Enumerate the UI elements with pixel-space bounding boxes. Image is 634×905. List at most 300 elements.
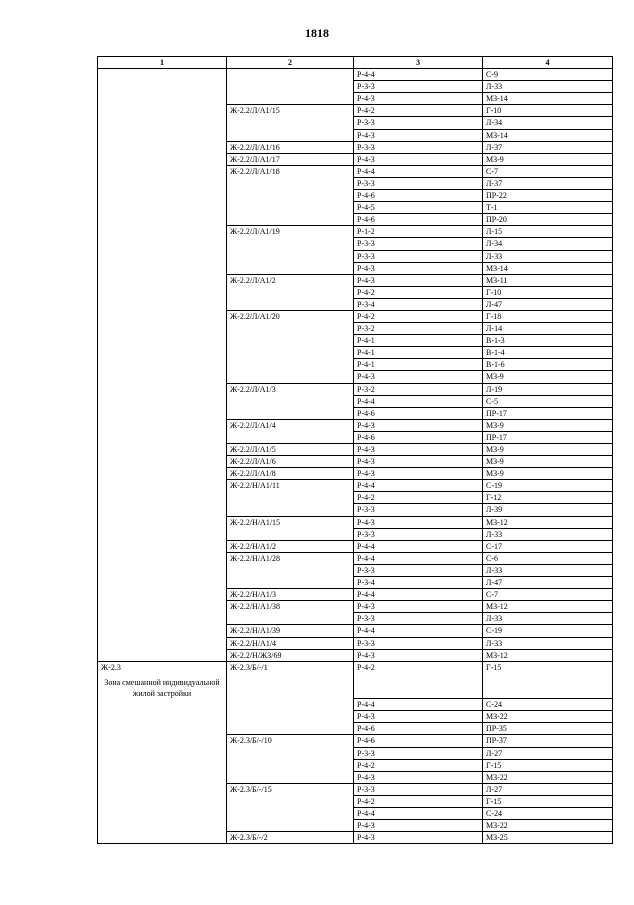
regulation-cell: Р-4-4 [354,165,483,177]
subzone-code-cell [227,723,354,735]
object-code-cell: МЗ-9 [483,419,613,431]
object-code-cell: МЗ-14 [483,129,613,141]
table-row [98,649,613,661]
regulation-cell: Р-4-3 [354,516,483,528]
subzone-code-cell [227,504,354,516]
object-code-cell: Л-27 [483,783,613,795]
table-row [98,832,613,844]
object-code-cell: МЗ-25 [483,832,613,844]
zone-cell [98,808,227,820]
table-row [98,371,613,383]
zone-cell [98,637,227,649]
table-row [98,250,613,262]
zone-cell [98,323,227,335]
subzone-code-cell: Ж-2.2/Н/А1/3 [227,589,354,601]
zone-cell [98,820,227,832]
object-code-cell: Г-12 [483,492,613,504]
subzone-code-cell: Ж-2.2/Л/А1/3 [227,383,354,395]
table-row [98,540,613,552]
regulation-cell: Р-3-3 [354,117,483,129]
table-row [98,298,613,310]
regulation-cell: Р-4-4 [354,589,483,601]
column-header: 1 [98,57,227,69]
subzone-code-cell: Ж-2.2/Л/А1/5 [227,444,354,456]
zone-cell [98,601,227,613]
table-row [98,202,613,214]
table-row [98,723,613,735]
regulation-cell: Р-4-3 [354,153,483,165]
subzone-code-cell: Ж-2.2/Л/А1/20 [227,310,354,322]
zone-cell [98,747,227,759]
table-row [98,771,613,783]
object-code-cell: МЗ-22 [483,711,613,723]
table-row [98,808,613,820]
zone-cell [98,81,227,93]
regulation-cell: Р-4-3 [354,93,483,105]
object-code-cell: С-5 [483,395,613,407]
table-row [98,589,613,601]
table-row [98,747,613,759]
object-code-cell: С-7 [483,165,613,177]
column-header: 4 [483,57,613,69]
regulation-cell: Р-4-6 [354,214,483,226]
object-code-cell: С-17 [483,540,613,552]
zone-description: Зона смешанной индивидуальной жилой застройки [104,677,220,698]
subzone-code-cell: Ж-2.2/Л/А1/6 [227,456,354,468]
table-row [98,310,613,322]
zone-cell [98,649,227,661]
table-row [98,323,613,335]
regulation-cell: Р-4-3 [354,274,483,286]
object-code-cell: ПР-20 [483,214,613,226]
table-row [98,456,613,468]
subzone-code-cell [227,323,354,335]
subzone-code-cell [227,395,354,407]
subzone-code-cell: Ж-2.2/Н/А1/11 [227,480,354,492]
regulation-cell: Р-3-3 [354,783,483,795]
subzone-code-cell [227,371,354,383]
table-row [98,214,613,226]
zone-cell [98,177,227,189]
subzone-code-cell [227,820,354,832]
zone-cell [98,723,227,735]
zone-cell [98,262,227,274]
regulation-cell: Р-4-3 [354,371,483,383]
table-row [98,141,613,153]
zone-cell [98,699,227,711]
regulation-cell: Р-4-6 [354,407,483,419]
table-row [98,262,613,274]
subzone-code-cell [227,93,354,105]
zone-cell [98,347,227,359]
zone-cell [98,335,227,347]
zone-cell [98,735,227,747]
object-code-cell: Л-19 [483,383,613,395]
zone-code: Ж-2.3 [101,662,121,672]
object-code-cell: С-6 [483,552,613,564]
subzone-code-cell [227,129,354,141]
regulation-cell: Р-3-3 [354,177,483,189]
regulation-cell: Р-4-4 [354,395,483,407]
subzone-code-cell [227,431,354,443]
object-code-cell: Л-34 [483,117,613,129]
object-code-cell: С-9 [483,69,613,81]
zone-cell [98,238,227,250]
regulation-cell: Р-4-3 [354,468,483,480]
zone-cell [98,359,227,371]
table-row [98,564,613,576]
table-row [98,129,613,141]
zone-cell [98,69,227,81]
regulation-cell: Р-3-3 [354,637,483,649]
zone-cell [98,310,227,322]
regulation-cell: Р-4-3 [354,711,483,723]
object-code-cell: С-19 [483,480,613,492]
table-row [98,81,613,93]
table-row [98,735,613,747]
subzone-code-cell [227,808,354,820]
subzone-code-cell: Ж-2.3/Б/-/10 [227,735,354,747]
object-code-cell: Л-27 [483,747,613,759]
zone-cell [98,759,227,771]
zone-cell [98,407,227,419]
object-code-cell: С-19 [483,625,613,637]
zone-cell [98,444,227,456]
object-code-cell: Г-15 [483,795,613,807]
header-row [98,57,613,69]
zone-cell [98,165,227,177]
object-code-cell: МЗ-9 [483,468,613,480]
zone-cell [98,492,227,504]
zone-cell [98,214,227,226]
zones-table [97,56,613,844]
subzone-code-cell [227,771,354,783]
table-row [98,419,613,431]
regulation-cell: Р-4-3 [354,771,483,783]
subzone-code-cell [227,359,354,371]
regulation-cell: Р-3-3 [354,81,483,93]
object-code-cell: МЗ-22 [483,820,613,832]
subzone-code-cell [227,711,354,723]
regulation-cell: Р-3-3 [354,250,483,262]
regulation-cell: Р-4-3 [354,601,483,613]
table-row [98,528,613,540]
table-row [98,492,613,504]
table-row [98,516,613,528]
object-code-cell: МЗ-14 [483,262,613,274]
object-code-cell: ПР-22 [483,190,613,202]
table-row [98,625,613,637]
subzone-code-cell: Ж-2.2/Л/А1/16 [227,141,354,153]
zone-cell [98,456,227,468]
object-code-cell: Л-33 [483,81,613,93]
subzone-code-cell: Ж-2.2/Л/А1/19 [227,226,354,238]
table-row [98,286,613,298]
table-row [98,431,613,443]
regulation-cell: Р-3-4 [354,577,483,589]
regulation-cell: Р-3-2 [354,323,483,335]
regulation-cell: Р-1-2 [354,226,483,238]
object-code-cell: Л-33 [483,564,613,576]
table-row [98,552,613,564]
subzone-code-cell: Ж-2.2/Н/А1/38 [227,601,354,613]
regulation-cell: Р-4-1 [354,335,483,347]
regulation-cell: Р-3-3 [354,564,483,576]
table-row [98,504,613,516]
table-row [98,637,613,649]
zone-cell [98,395,227,407]
regulation-cell: Р-4-2 [354,105,483,117]
zone-cell [98,504,227,516]
object-code-cell: МЗ-14 [483,93,613,105]
zone-cell [98,589,227,601]
object-code-cell: Л-34 [483,238,613,250]
table-row [98,468,613,480]
object-code-cell: МЗ-22 [483,771,613,783]
table-row [98,661,613,699]
regulation-cell: Р-4-2 [354,661,483,699]
zone-cell [98,117,227,129]
subzone-code-cell: Ж-2.2/Л/А1/8 [227,468,354,480]
table-row [98,165,613,177]
object-code-cell: Л-33 [483,250,613,262]
subzone-code-cell [227,286,354,298]
zone-cell [98,190,227,202]
subzone-code-cell: Ж-2.2/Л/А1/2 [227,274,354,286]
table-row [98,820,613,832]
regulation-cell: Р-4-3 [354,456,483,468]
page-number: 1818 [305,26,329,40]
regulation-cell: Р-4-3 [354,832,483,844]
regulation-cell: Р-4-3 [354,649,483,661]
table-row [98,153,613,165]
subzone-code-cell: Ж-2.3/Б/-/15 [227,783,354,795]
zone-cell [98,129,227,141]
regulation-cell: Р-4-3 [354,129,483,141]
subzone-code-cell [227,250,354,262]
object-code-cell: МЗ-11 [483,274,613,286]
table-row [98,274,613,286]
zone-cell [98,202,227,214]
object-code-cell: Л-33 [483,528,613,540]
table-row [98,444,613,456]
zone-cell [98,153,227,165]
zone-cell [98,528,227,540]
subzone-code-cell [227,69,354,81]
regulation-cell: Р-4-3 [354,820,483,832]
subzone-code-cell [227,492,354,504]
table-body [98,69,613,844]
table-row [98,795,613,807]
regulation-cell: Р-4-4 [354,699,483,711]
object-code-cell: МЗ-12 [483,516,613,528]
subzone-code-cell: Ж-2.2/Н/А1/15 [227,516,354,528]
subzone-code-cell [227,577,354,589]
object-code-cell: ПР-17 [483,431,613,443]
table-row [98,601,613,613]
regulation-cell: Р-4-2 [354,795,483,807]
subzone-code-cell [227,202,354,214]
object-code-cell: В-1-3 [483,335,613,347]
object-code-cell: МЗ-9 [483,371,613,383]
object-code-cell: В-1-4 [483,347,613,359]
table-row [98,359,613,371]
table-row [98,177,613,189]
zone-cell [98,516,227,528]
regulation-cell: Р-4-6 [354,723,483,735]
zone-cell [98,480,227,492]
zone-cell [98,577,227,589]
zone-cell [98,625,227,637]
subzone-code-cell [227,613,354,625]
subzone-code-cell [227,747,354,759]
table-row [98,335,613,347]
object-code-cell: В-1-6 [483,359,613,371]
zone-cell [98,141,227,153]
object-code-cell: Л-37 [483,141,613,153]
subzone-code-cell: Ж-2.2/Н/А1/2 [227,540,354,552]
object-code-cell: Л-39 [483,504,613,516]
regulation-cell: Р-4-3 [354,262,483,274]
subzone-code-cell [227,699,354,711]
subzone-code-cell [227,262,354,274]
column-header: 2 [227,57,354,69]
regulation-cell: Р-4-4 [354,552,483,564]
subzone-code-cell: Ж-2.2/Н/Ж3/69 [227,649,354,661]
regulation-cell: Р-4-3 [354,419,483,431]
object-code-cell: ПР-17 [483,407,613,419]
regulation-cell: Р-4-1 [354,347,483,359]
regulation-cell: Р-3-3 [354,613,483,625]
subzone-code-cell [227,117,354,129]
subzone-code-cell [227,759,354,771]
table-row [98,407,613,419]
regulation-cell: Р-3-3 [354,238,483,250]
regulation-cell: Р-4-3 [354,444,483,456]
subzone-code-cell [227,347,354,359]
object-code-cell: Л-33 [483,613,613,625]
table-row [98,395,613,407]
zone-cell [98,711,227,723]
object-code-cell: ПР-35 [483,723,613,735]
table-row [98,105,613,117]
subzone-code-cell: Ж-2.2/Н/А1/28 [227,552,354,564]
zone-cell [98,93,227,105]
zone-cell [98,613,227,625]
object-code-cell: Г-10 [483,105,613,117]
table-row [98,577,613,589]
subzone-code-cell [227,407,354,419]
regulation-cell: Р-4-4 [354,480,483,492]
subzone-code-cell [227,528,354,540]
regulation-cell: Р-3-2 [354,383,483,395]
regulation-cell: Р-4-6 [354,190,483,202]
regulation-cell: Р-3-3 [354,747,483,759]
table-row [98,699,613,711]
regulation-cell: Р-4-4 [354,808,483,820]
subzone-code-cell: Ж-2.2/Н/А1/4 [227,637,354,649]
subzone-code-cell: Ж-2.2/Н/А1/39 [227,625,354,637]
subzone-code-cell: Ж-2.3/Б/-/2 [227,832,354,844]
table-row [98,783,613,795]
table-row [98,117,613,129]
zone-cell [98,286,227,298]
object-code-cell: Л-47 [483,298,613,310]
subzone-code-cell: Ж-2.2/Л/А1/4 [227,419,354,431]
subzone-code-cell [227,190,354,202]
subzone-code-cell: Ж-2.2/Л/А1/17 [227,153,354,165]
object-code-cell: Л-47 [483,577,613,589]
regulation-cell: Р-3-4 [354,298,483,310]
table-row [98,759,613,771]
zone-cell [98,105,227,117]
subzone-code-cell [227,795,354,807]
zone-cell [98,540,227,552]
subzone-code-cell: Ж-2.3/Б/-/1 [227,661,354,699]
table-row [98,711,613,723]
object-code-cell: С-24 [483,808,613,820]
regulation-cell: Р-4-2 [354,759,483,771]
regulation-cell: Р-4-1 [354,359,483,371]
zone-cell [98,832,227,844]
zone-cell [98,371,227,383]
zone-cell [98,419,227,431]
regulation-cell: Р-3-3 [354,528,483,540]
table-row [98,383,613,395]
subzone-code-cell [227,335,354,347]
object-code-cell: МЗ-12 [483,649,613,661]
regulation-cell: Р-4-6 [354,431,483,443]
object-code-cell: МЗ-12 [483,601,613,613]
zone-cell [98,298,227,310]
table-row [98,347,613,359]
subzone-code-cell [227,81,354,93]
object-code-cell: Г-10 [483,286,613,298]
zone-cell [98,771,227,783]
subzone-code-cell [227,564,354,576]
table-row [98,226,613,238]
regulation-cell: Р-4-4 [354,625,483,637]
table-row [98,190,613,202]
subzone-code-cell: Ж-2.2/Л/А1/18 [227,165,354,177]
regulation-cell: Р-4-2 [354,286,483,298]
object-code-cell: МЗ-9 [483,444,613,456]
regulation-cell: Р-4-6 [354,735,483,747]
regulation-cell: Р-4-4 [354,69,483,81]
subzone-code-cell [227,298,354,310]
zone-cell [98,383,227,395]
object-code-cell: МЗ-9 [483,456,613,468]
regulation-cell: Р-3-3 [354,504,483,516]
table-row [98,238,613,250]
subzone-code-cell [227,238,354,250]
object-code-cell: Л-33 [483,637,613,649]
zone-cell [98,795,227,807]
zone-cell [98,564,227,576]
object-code-cell: Г-15 [483,661,613,699]
object-code-cell: С-7 [483,589,613,601]
object-code-cell: Л-37 [483,177,613,189]
subzone-code-cell [227,177,354,189]
object-code-cell: С-24 [483,699,613,711]
regulation-cell: Р-3-3 [354,141,483,153]
object-code-cell: Г-15 [483,759,613,771]
zone-cell [98,274,227,286]
object-code-cell: ПР-37 [483,735,613,747]
table-row [98,69,613,81]
zone-cell [98,552,227,564]
regulation-cell: Р-4-5 [354,202,483,214]
